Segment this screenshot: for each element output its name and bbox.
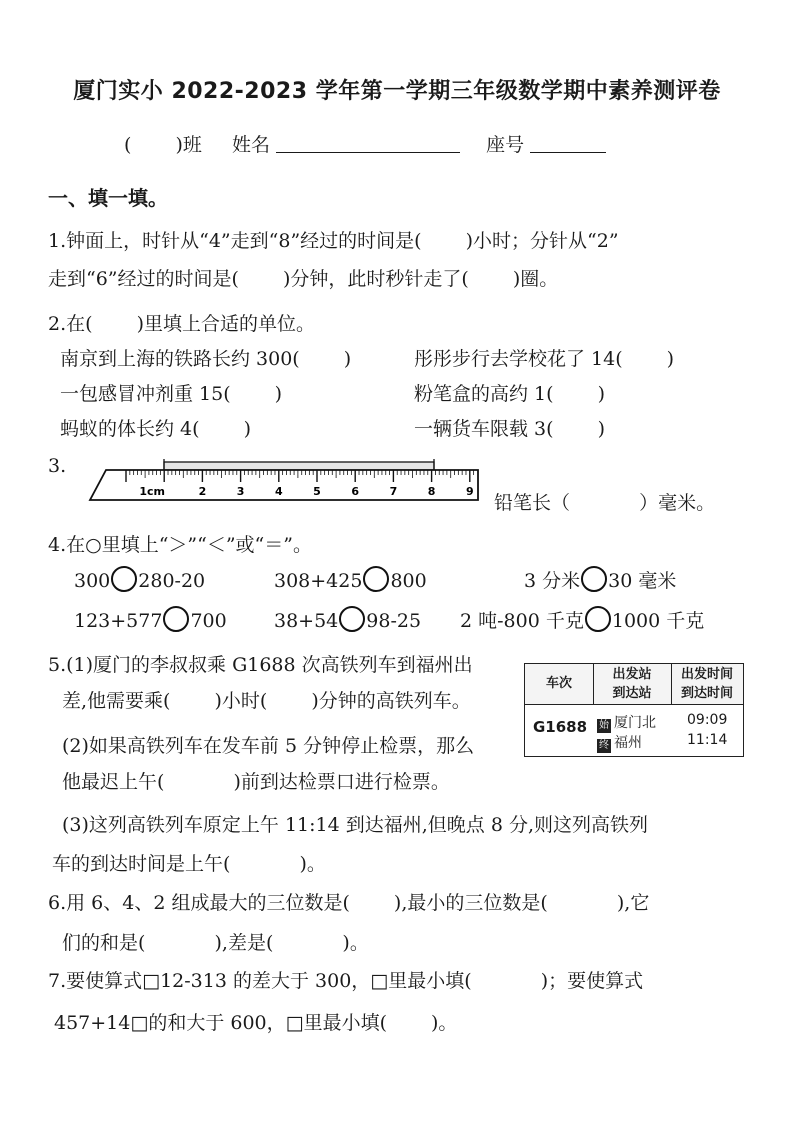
- ruler-label: 4: [274, 485, 283, 498]
- q1-line1: 1.钟面上，时针从“4”走到“8”经过的时间是( )小时；分针从“2”: [48, 230, 619, 252]
- class-label: ( )班: [124, 134, 202, 156]
- train-ticket-table: [524, 663, 744, 757]
- ticket-col-time: 出发时间 到达时间: [680, 667, 733, 701]
- q1-line2: 走到“6”经过的时间是( )分钟，此时秒针走了( )圈。: [48, 268, 559, 290]
- ticket-header: [525, 664, 743, 705]
- compare-circle[interactable]: [111, 566, 137, 592]
- ticket-arrive-station: 终 福州: [599, 735, 642, 751]
- ruler-label: 2: [198, 485, 207, 498]
- name-blank[interactable]: [276, 134, 460, 153]
- q5-p1-line2: 差,他需要乘( )小时( )分钟的高铁列车。: [62, 690, 471, 712]
- seat-blank[interactable]: [530, 134, 606, 153]
- ticket-train-number: G1688: [533, 718, 588, 736]
- q5-p2-line2: 他最迟上午( )前到达检票口进行检票。: [62, 771, 450, 793]
- compare-item: 308+425 800: [274, 566, 427, 592]
- q5-p3-line2: 车的到达时间是上午( )。: [52, 853, 326, 875]
- ticket-arrive-time: 11:14: [687, 732, 728, 748]
- q2-item: 一辆货车限载 3( ): [414, 418, 605, 440]
- q2-item: 一包感冒冲剂重 15( ): [60, 383, 283, 405]
- seat-label: 座号: [486, 134, 525, 156]
- compare-circle[interactable]: [339, 606, 365, 632]
- ruler-figure: [86, 456, 482, 504]
- q2-item: 蚂蚁的体长约 4( ): [60, 418, 251, 440]
- ticket-depart-station: 始 厦门北: [599, 715, 656, 731]
- q5-p1-line1: 5.(1)厦门的李叔叔乘 G1688 次高铁列车到福州出: [48, 654, 473, 676]
- compare-item: 123+577 700: [74, 606, 227, 632]
- compare-item: 38+54 98-25: [274, 606, 421, 632]
- q5-p2-line1: (2)如果高铁列车在发车前 5 分钟停止检票，那么: [62, 735, 475, 757]
- q6-line1: 6.用 6、4、2 组成最大的三位数是( ),最小的三位数是( ),它: [48, 892, 650, 914]
- section-heading: 一、填一填。: [48, 186, 168, 210]
- q6-line2: 们的和是( ),差是( )。: [62, 932, 369, 954]
- q5-p3-line1: (3)这列高铁列车原定上午 11:14 到达福州,但晚点 8 分,则这列高铁列: [62, 814, 648, 836]
- ticket-col-train: 车次: [525, 664, 594, 704]
- compare-item: 3 分米 30 毫米: [524, 566, 676, 593]
- pencil-shape: [164, 462, 434, 470]
- ticket-depart-time: 09:09: [687, 712, 728, 728]
- ruler-label: 9: [465, 485, 474, 498]
- q2-item: 彤彤步行去学校花了 14( ): [414, 348, 675, 370]
- q7-line1: 7.要使算式□12-313 的差大于 300，□里最小填( )；要使算式: [48, 970, 644, 992]
- ruler-label: 1cm: [139, 485, 166, 498]
- q2-intro: 2.在( )里填上合适的单位。: [48, 313, 315, 335]
- ruler-label: 3: [236, 485, 245, 498]
- compare-circle[interactable]: [363, 566, 389, 592]
- compare-circle[interactable]: [581, 566, 607, 592]
- compare-circle[interactable]: [163, 606, 189, 632]
- compare-item: 300 280-20: [74, 566, 205, 592]
- ruler-label: 8: [427, 485, 436, 498]
- q3-number: 3.: [48, 455, 67, 477]
- ruler-label: 6: [351, 485, 360, 498]
- student-info-row: [124, 130, 606, 157]
- ticket-col-station: 出发站 到达站: [593, 664, 672, 705]
- q7-line2: 457+14□的和大于 600，□里最小填( )。: [54, 1012, 458, 1034]
- compare-item: 2 吨-800 千克 1000 千克: [460, 606, 704, 633]
- page-title: 厦门实小 2022-2023 学年第一学期三年级数学期中素养测评卷: [73, 79, 721, 104]
- q2-item: 粉笔盒的高约 1( ): [414, 383, 605, 405]
- name-label: 姓名: [231, 134, 270, 156]
- q2-item: 南京到上海的铁路长约 300( ): [60, 348, 352, 370]
- ruler-label: 7: [389, 485, 398, 498]
- q4-intro: 4.在○里填上“＞”“＜”或“＝”。: [48, 534, 312, 556]
- depart-badge-icon: 始: [599, 720, 609, 731]
- arrive-badge-icon: 终: [599, 740, 609, 751]
- q3-pencil-length: 铅笔长（ ）毫米。: [494, 492, 716, 514]
- ruler-label: 5: [313, 485, 321, 498]
- compare-circle[interactable]: [585, 606, 611, 632]
